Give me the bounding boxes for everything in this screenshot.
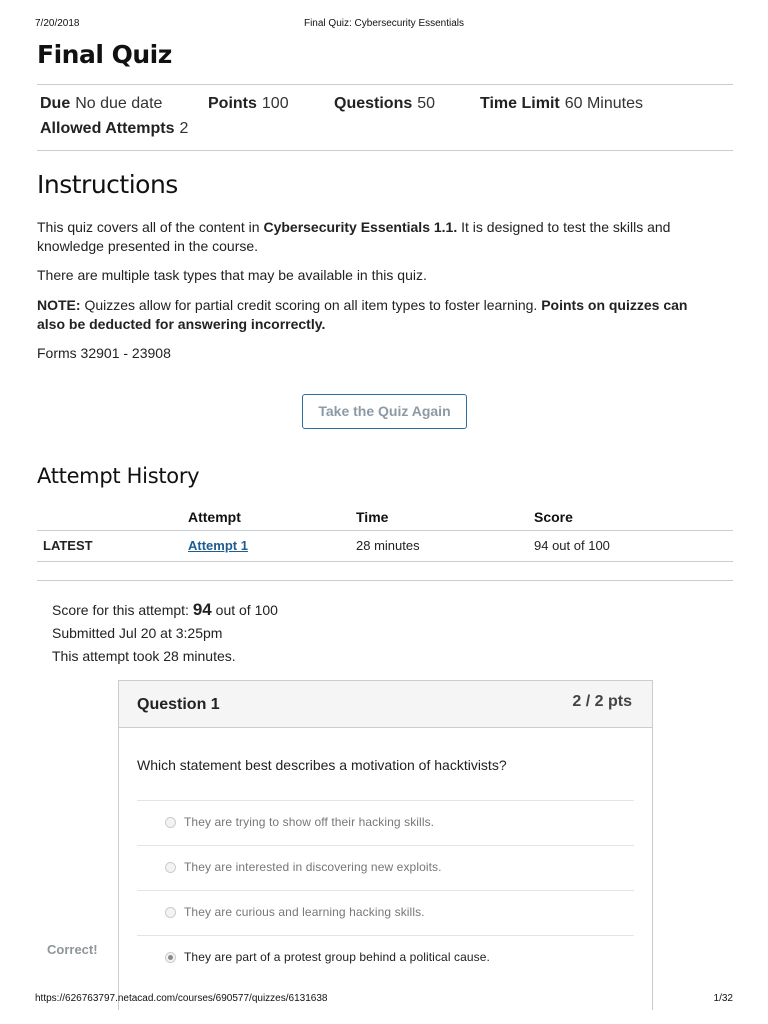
correct-indicator-line (118, 940, 119, 990)
radio-button[interactable] (165, 907, 176, 918)
instructions-note: NOTE: Quizzes allow for partial credit scoring on all item types to foster learning. Points on quizzes can also be deducted for answering incorrectly. (37, 297, 688, 332)
points-value: 100 (261, 95, 289, 112)
quiz-title: Final Quiz (37, 40, 172, 69)
radio-button-selected[interactable] (165, 952, 176, 963)
score-summary: Score for this attempt: 94 out of 100 (52, 600, 278, 619)
time-limit-value: 60 Minutes (564, 95, 643, 112)
questions-label: Questions (334, 95, 413, 112)
points-label: Points (208, 95, 257, 112)
divider (37, 84, 733, 85)
attempt-time: 28 minutes (356, 538, 420, 553)
answer-option[interactable] (137, 800, 634, 845)
question-header (119, 681, 652, 728)
answer-label: They are part of a protest group behind a political cause. (184, 950, 490, 964)
question-text: Which statement best describes a motivation of hacktivists? (137, 757, 507, 773)
attempt-history-heading: Attempt History (37, 464, 200, 488)
latest-badge: LATEST (43, 538, 93, 553)
attempt-link[interactable]: Attempt 1 (188, 538, 248, 553)
radio-button[interactable] (165, 862, 176, 873)
print-header (35, 18, 733, 32)
course-name: Cybersecurity Essentials 1.1. (263, 219, 458, 235)
note-label: NOTE: (37, 297, 81, 313)
page-number: 1/32 (713, 993, 733, 1004)
due-label: Due (40, 95, 71, 112)
column-header-attempt: Attempt (188, 509, 241, 525)
meta-questions (334, 95, 435, 113)
column-header-time: Time (356, 509, 389, 525)
submitted-text: Submitted Jul 20 at 3:25pm (52, 625, 223, 641)
question-points: 2 / 2 pts (572, 693, 632, 710)
meta-points (208, 95, 289, 113)
instructions-paragraph-1: This quiz covers all of the content in Cybersecurity Essentials 1.1. It is designed to test the skills and knowledge presented in the course. (37, 219, 671, 254)
forms-text: Forms 32901 - 23908 (37, 345, 171, 361)
column-header-score: Score (534, 509, 573, 525)
meta-time-limit (480, 95, 643, 113)
questions-value: 50 (417, 95, 436, 112)
print-footer (35, 993, 733, 1007)
question-card (118, 680, 653, 1010)
time-limit-label: Time Limit (480, 95, 560, 112)
instructions-heading: Instructions (37, 170, 178, 199)
instructions-paragraph-2: There are multiple task types that may be available in this quiz. (37, 267, 427, 283)
answer-option[interactable] (137, 890, 634, 935)
print-page-title: Final Quiz: Cybersecurity Essentials (303, 18, 465, 29)
answer-option-selected[interactable] (137, 935, 634, 980)
question-title: Question 1 (137, 696, 220, 713)
answer-label: They are trying to show off their hacking skills. (184, 815, 435, 829)
divider (37, 580, 733, 581)
page-url: https://626763797.netacad.com/courses/690577/quizzes/6131638 (35, 993, 328, 1004)
meta-allowed-attempts (40, 120, 188, 138)
note-emphasis: Points on quizzes can also be deducted for answering incorrectly. (37, 297, 688, 332)
answer-label: They are curious and learning hacking skills. (184, 905, 425, 919)
take-quiz-again-button[interactable]: Take the Quiz Again (302, 394, 467, 429)
score-value: 94 (192, 600, 212, 619)
attempts-label: Allowed Attempts (40, 120, 175, 137)
table-row-divider (37, 561, 733, 562)
answer-option[interactable] (137, 845, 634, 890)
print-date: 7/20/2018 (35, 18, 80, 29)
meta-due (40, 95, 162, 113)
duration-text: This attempt took 28 minutes. (52, 648, 236, 664)
radio-button[interactable] (165, 817, 176, 828)
answer-label: They are interested in discovering new exploits. (184, 860, 442, 874)
divider (37, 150, 733, 151)
table-header-divider (37, 530, 733, 531)
attempts-value: 2 (179, 120, 189, 137)
attempt-score: 94 out of 100 (534, 538, 610, 553)
due-value: No due date (75, 95, 163, 112)
correct-answer-label: Correct! (47, 942, 98, 957)
